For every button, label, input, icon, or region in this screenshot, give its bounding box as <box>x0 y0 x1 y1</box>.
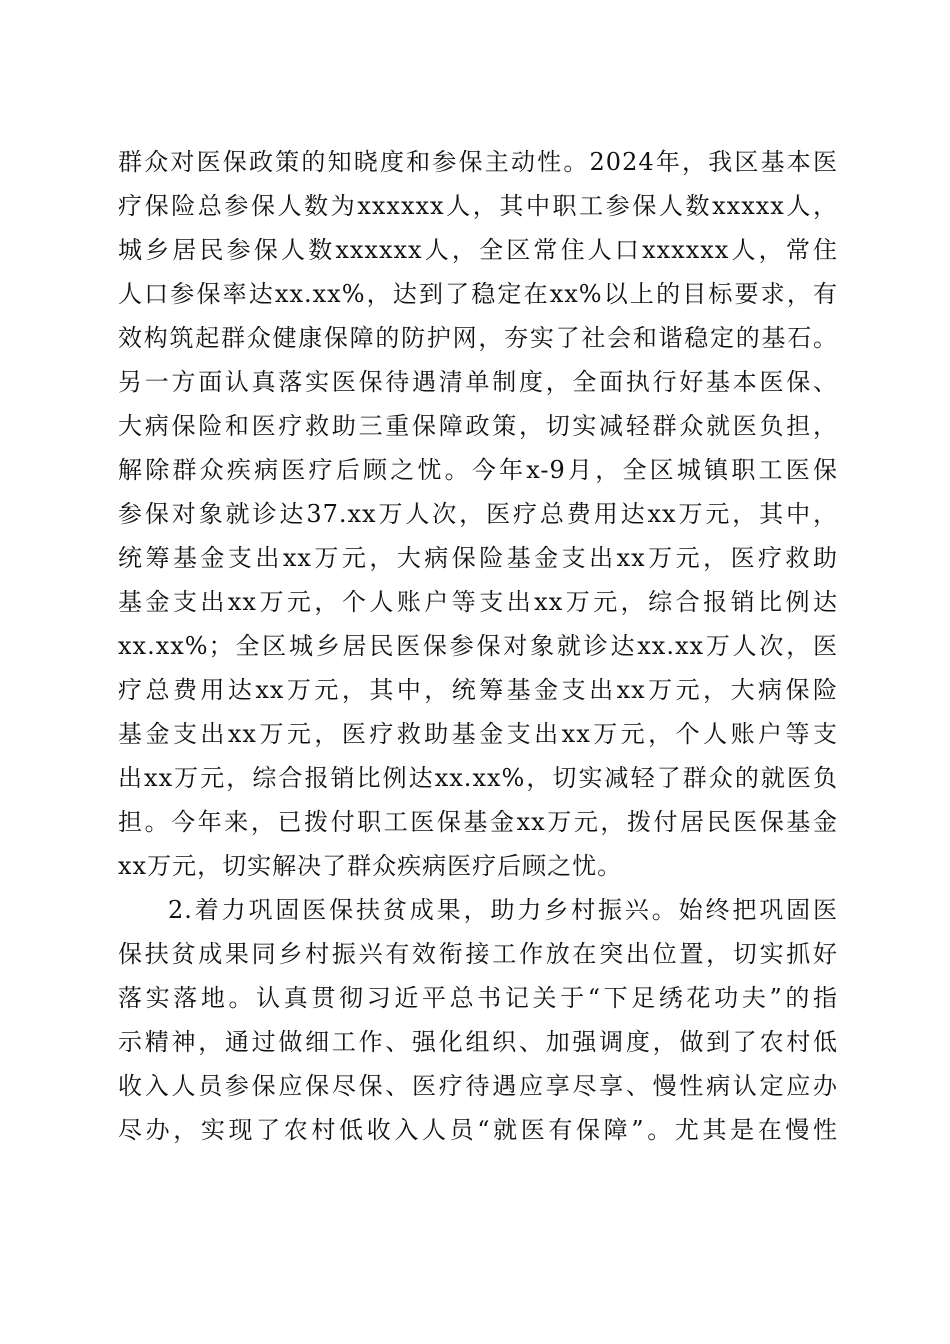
text-line: 收入人员参保应保尽保、医疗待遇应享尽享、慢性病认定应办 <box>118 1072 838 1100</box>
text-line: 疗保险总参保人数为xxxxxx人，其中职工参保人数xxxxx人， <box>118 192 838 220</box>
text-line: 大病保险和医疗救助三重保障政策，切实减轻群众就医负担， <box>118 412 838 440</box>
text-line-paragraph-start: 2.着力巩固医保扶贫成果，助力乡村振兴。始终把巩固医 <box>168 896 838 924</box>
text-line: xx.xx%；全区城乡居民医保参保对象就诊达xx.xx万人次，医 <box>118 632 838 660</box>
text-line: 群众对医保政策的知晓度和参保主动性。2024年，我区基本医 <box>118 148 838 176</box>
text-line: 示精神，通过做细工作、强化组织、加强调度，做到了农村低 <box>118 1028 838 1056</box>
body-text <box>118 140 838 1152</box>
text-line: 尽办，实现了农村低收入人员“就医有保障”。尤其是在慢性 <box>118 1116 838 1144</box>
text-line: 城乡居民参保人数xxxxxx人，全区常住人口xxxxxx人，常住 <box>118 236 838 264</box>
text-line: 效构筑起群众健康保障的防护网，夯实了社会和谐稳定的基石。 <box>118 324 838 352</box>
text-line: 落实落地。认真贯彻习近平总书记关于“下足绣花功夫”的指 <box>118 984 838 1012</box>
text-line: 出xx万元，综合报销比例达xx.xx%，切实减轻了群众的就医负 <box>118 764 838 792</box>
text-line: 基金支出xx万元，医疗救助基金支出xx万元，个人账户等支 <box>118 720 838 748</box>
text-line: 统筹基金支出xx万元，大病保险基金支出xx万元，医疗救助 <box>118 544 838 572</box>
text-line: 人口参保率达xx.xx%，达到了稳定在xx%以上的目标要求，有 <box>118 280 838 308</box>
text-line: 另一方面认真落实医保待遇清单制度，全面执行好基本医保、 <box>118 368 838 396</box>
text-line: 解除群众疾病医疗后顾之忧。今年x-9月，全区城镇职工医保 <box>118 456 838 484</box>
text-line: 基金支出xx万元，个人账户等支出xx万元，综合报销比例达 <box>118 588 838 616</box>
text-line-paragraph-end: xx万元，切实解决了群众疾病医疗后顾之忧。 <box>118 852 623 880</box>
text-line: 参保对象就诊达37.xx万人次，医疗总费用达xx万元，其中， <box>118 500 838 528</box>
text-line: 疗总费用达xx万元，其中，统筹基金支出xx万元，大病保险 <box>118 676 838 704</box>
text-line: 保扶贫成果同乡村振兴有效衔接工作放在突出位置，切实抓好 <box>118 940 838 968</box>
text-line: 担。今年来，已拨付职工医保基金xx万元，拨付居民医保基金 <box>118 808 838 836</box>
